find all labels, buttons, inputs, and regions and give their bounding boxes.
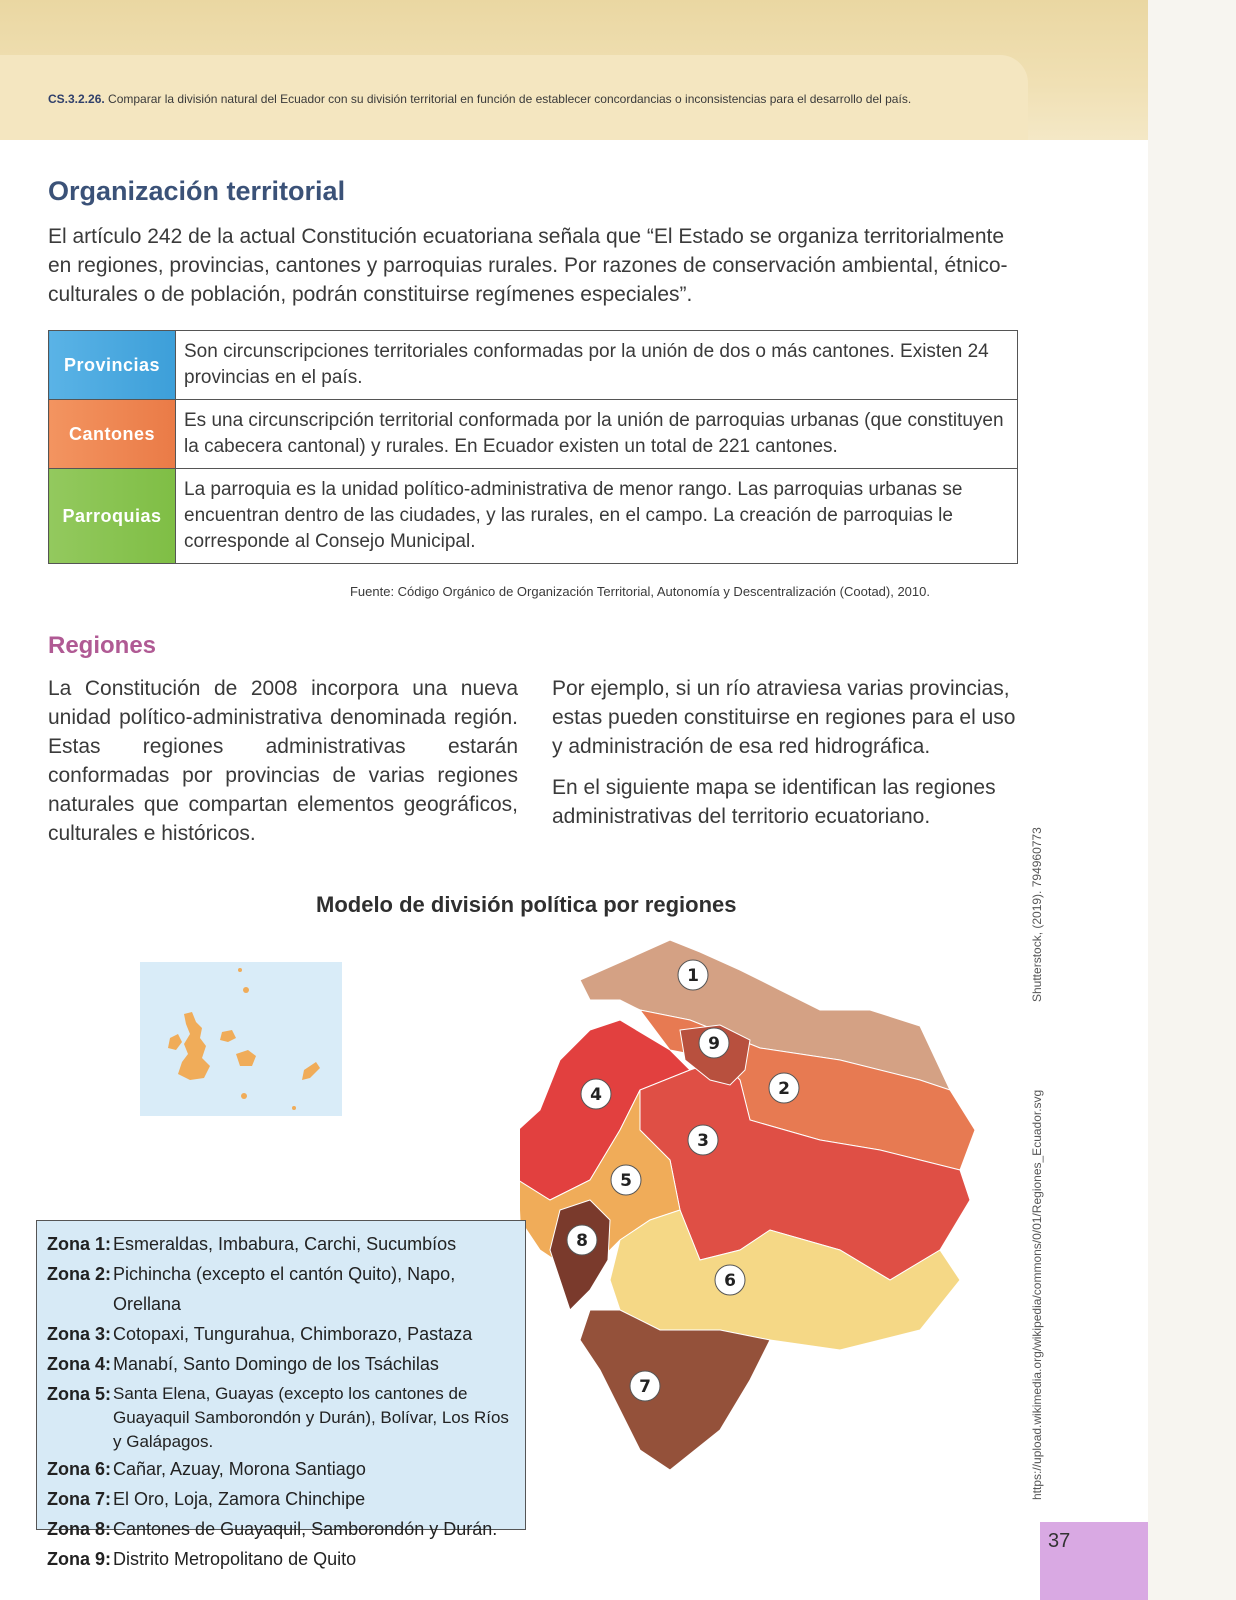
map-title: Modelo de división política por regiones [316, 892, 737, 917]
regiones-right-paragraph-2: En el siguiente mapa se identifican las regiones administrativas del territorio ecuatoriano. [552, 776, 996, 828]
legend-zone-label: Zona 9: [47, 1549, 112, 1569]
list-item [47, 1484, 515, 1514]
zone-5-marker [611, 1165, 641, 1195]
regiones-title: Regiones [48, 632, 157, 659]
small-island [243, 987, 249, 993]
isabela-island [178, 1012, 210, 1080]
zone-2-marker [769, 1073, 799, 1103]
zone-6-marker [715, 1265, 745, 1295]
section-title: Organización territorial [48, 176, 346, 206]
legend-zone-label: Zona 8: [47, 1519, 112, 1539]
zone-8-number: 8 [576, 1231, 588, 1251]
page-number: 37 [1048, 1530, 1071, 1552]
small-island [238, 968, 242, 972]
zone-1-marker [678, 960, 708, 990]
small-island [292, 1106, 296, 1110]
zone-3-number: 3 [697, 1131, 709, 1151]
list-item [47, 1229, 515, 1259]
galapagos-islands-map [140, 962, 342, 1116]
table-row [49, 469, 1018, 564]
legend-zone-label: Zona 2: [47, 1264, 112, 1284]
regiones-left-paragraph: La Constitución de 2008 incorpora una nueva unidad político-administrativa denominada región. Estas regiones administrativas estarán conformadas por provincias de varias regiones naturales que compartan elementos geográficos, culturales e históricos. [48, 677, 518, 845]
territorial-organization-table [48, 330, 1018, 564]
legend-zone-label: Zona 7: [47, 1489, 112, 1509]
row-label-parroquias: Parroquias [49, 469, 176, 564]
legend-zone-text: Esmeraldas, Imbabura, Carchi, Sucumbíos [113, 1234, 457, 1254]
list-item [47, 1379, 515, 1454]
table-row [49, 400, 1018, 469]
legend-zone-text: Manabí, Santo Domingo de los Tsáchilas [113, 1354, 439, 1374]
list-item [47, 1259, 515, 1319]
legend-zone-label: Zona 6: [47, 1459, 112, 1479]
list-item [47, 1454, 515, 1484]
legend-zone-label: Zona 4: [47, 1354, 112, 1374]
santiago-island [220, 1030, 236, 1042]
zone-5-number: 5 [620, 1171, 632, 1191]
skill-code: CS.3.2.26. [48, 92, 105, 106]
legend-zone-text: Cañar, Azuay, Morona Santiago [113, 1459, 366, 1479]
galapagos-inset [140, 962, 342, 1116]
zone-7-marker [630, 1371, 660, 1401]
zone-4-number: 4 [590, 1085, 602, 1105]
zones-legend [36, 1220, 526, 1569]
legend-zone-label: Zona 1: [47, 1234, 112, 1254]
legend-zone-label: Zona 5: [47, 1384, 112, 1404]
zone-6-number: 6 [724, 1271, 736, 1291]
row-label-cantones: Cantones [49, 400, 176, 469]
regiones-right-column [552, 674, 1022, 843]
san-cristobal-island [302, 1062, 320, 1080]
skill-description: Comparar la división natural del Ecuador con su división territorial en función de establecer concordancias o inconsistencias para el desarrollo del país. [108, 92, 912, 106]
zone-2-number: 2 [778, 1079, 790, 1099]
skill-statement [48, 92, 911, 106]
fernandina-island [168, 1034, 182, 1050]
intro-paragraph: El artículo 242 de la actual Constitución ecuatoriana señala que “El Estado se organiza territorialmente en regiones, provincias, cantones y parroquias rurales. Por razones de conservación ambiental, étnico-culturales o de población, podrán constituirse regímenes especiales”. [48, 225, 1008, 306]
zone-7-region [580, 1310, 770, 1470]
legend-zone-text: Distrito Metropolitano de Quito [113, 1549, 357, 1569]
list-item [47, 1319, 515, 1349]
zone-1-number: 1 [687, 966, 699, 986]
zone-8-marker [567, 1225, 597, 1255]
legend-zone-text: El Oro, Loja, Zamora Chinchipe [113, 1489, 366, 1509]
zone-3-marker [688, 1125, 718, 1155]
legend-zone-text: Santa Elena, Guayas (excepto los cantones de Guayaquil Samborondón y Durán), Bolívar, Los Ríos y Galápagos. [113, 1384, 509, 1451]
zone-4-marker [581, 1079, 611, 1109]
zone-9-number: 9 [708, 1034, 720, 1054]
image-credit-shutterstock: Shutterstock, (2019). 794960773 [1030, 827, 1044, 1002]
santa-cruz-island [236, 1050, 256, 1066]
zone-7-number: 7 [639, 1377, 651, 1397]
small-island [241, 1093, 247, 1099]
legend-zone-text: Pichincha (excepto el cantón Quito), Napo, Orellana [113, 1264, 456, 1314]
list-item [47, 1349, 515, 1379]
table-row [49, 331, 1018, 400]
ecuador-regions-map [520, 930, 990, 1490]
regiones-right-paragraph-1: Por ejemplo, si un río atraviesa varias provincias, estas pueden constituirse en regiones para el uso y administración de esa red hidrográfica. [552, 677, 1016, 758]
row-text-provincias: Son circunscripciones territoriales conformadas por la unión de dos o más cantones. Existen 24 provincias en el país. [176, 331, 1018, 400]
row-text-parroquias: La parroquia es la unidad político-administrativa de menor rango. Las parroquias urbanas se encuentran dentro de las ciudades, y las rurales, en el campo. La creación de parroquias le corresponde al Consejo Municipal. [176, 469, 1018, 564]
list-item [47, 1544, 515, 1574]
zone-9-marker [699, 1028, 729, 1058]
legend-zone-text: Cotopaxi, Tungurahua, Chimborazo, Pastaza [113, 1324, 473, 1344]
table-source: Fuente: Código Orgánico de Organización Territorial, Autonomía y Descentralización (Cootad), 2010. [349, 584, 930, 599]
row-text-cantones: Es una circunscripción territorial conformada por la unión de parroquias urbanas (que constituyen la cabecera cantonal) y rurales. En Ecuador existen un total de 221 cantones. [176, 400, 1018, 469]
image-credit-wikimedia: https://upload.wikimedia.org/wikipedia/commons/0/01/Regiones_Ecuador.svg [1030, 1089, 1044, 1500]
list-item [47, 1514, 515, 1544]
legend-zone-text: Cantones de Guayaquil, Samborondón y Durán. [113, 1519, 498, 1539]
legend-zone-label: Zona 3: [47, 1324, 112, 1344]
row-label-provincias: Provincias [49, 331, 176, 400]
